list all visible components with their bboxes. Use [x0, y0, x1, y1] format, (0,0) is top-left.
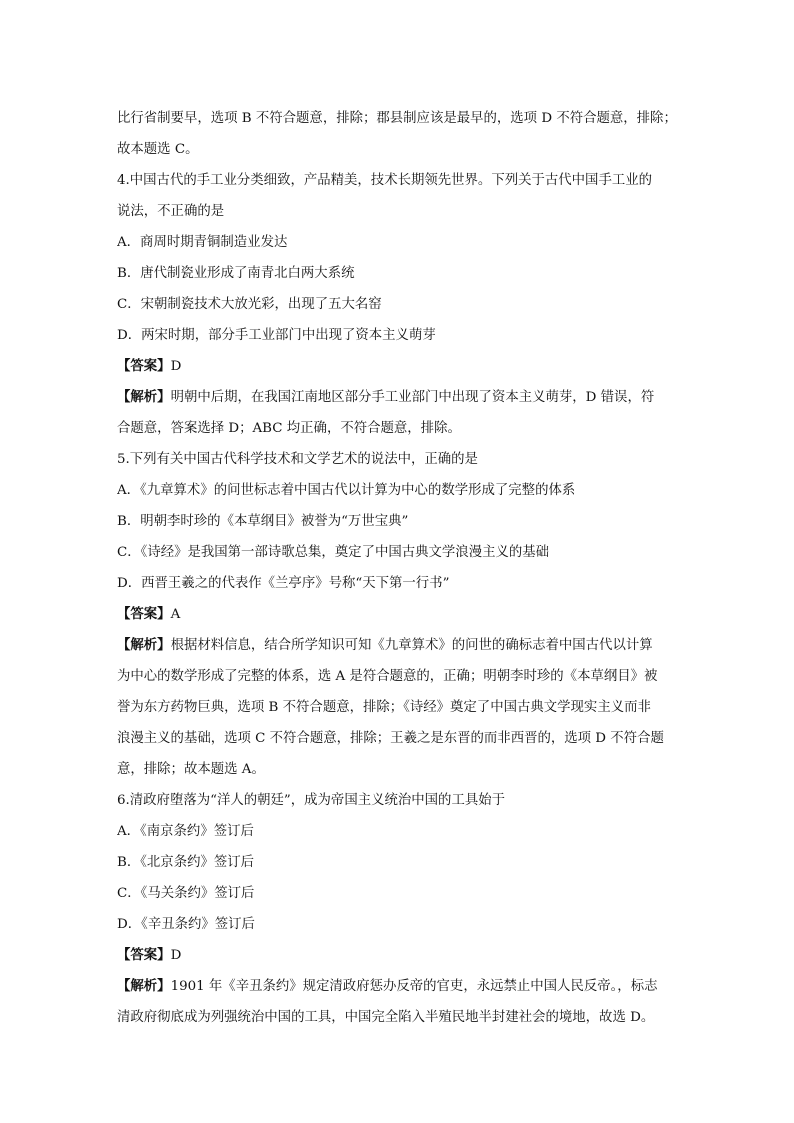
question-5-analysis-cont: 浪漫主义的基础，选项 C 不符合题意，排除；王羲之是东晋的而非西晋的，选项 D 不符合题: [117, 731, 664, 746]
question-6-option-c: C．《马关条约》签订后: [117, 886, 255, 901]
question-6-option-a: A．《南京条约》签订后: [117, 824, 254, 839]
question-4-option-c: C．宋朝制瓷技术大放光彩，出现了五大名窑: [117, 297, 382, 312]
question-5-answer: [117, 599, 677, 630]
text-line: 比行省制要早，选项 B 不符合题意，排除；郡县制应该是最早的，选项 D 不符合题意，排除；: [117, 111, 677, 126]
question-5-analysis-cont: 誉为东方药物巨典，选项 B 不符合题意，排除；《诗经》奠定了中国古典文学现实主义而非: [117, 700, 651, 715]
answer-value: D: [170, 948, 182, 963]
question-5-option-a: A．《九章算术》的问世标志着中国古代以计算为中心的数学形成了完整的体系: [117, 483, 576, 498]
question-5-option-b: B．明朝李时珍的《本草纲目》被誉为“万世宝典”: [117, 514, 409, 529]
question-4-analysis: [117, 382, 677, 413]
answer-value: A: [170, 607, 181, 622]
analysis-text: 1901 年《辛丑条约》规定清政府惩办反帝的官吏，永远禁止中国人民反帝。，标志: [170, 979, 658, 994]
question-4-option-d: D．两宋时期，部分手工业部门中出现了资本主义萌芽: [117, 328, 436, 343]
question-5-option-c: C．《诗经》是我国第一部诗歌总集，奠定了中国古典文学浪漫主义的基础: [117, 545, 550, 560]
analysis-text: 明朝中后期，在我国江南地区部分手工业部门中出现了资本主义萌芽，D 错误，符: [170, 390, 655, 405]
question-6-analysis: [117, 971, 677, 1002]
question-4-stem: 4.中国古代的手工业分类细致，产品精美，技术长期领先世界。下列关于古代中国手工业的: [117, 173, 653, 188]
answer-value: D: [170, 359, 182, 374]
analysis-tag: 【解析】: [117, 978, 171, 994]
answer-tag: 【答案】: [117, 606, 171, 622]
analysis-text: 根据材料信息，结合所学知识可知《九章算术》的问世的确标志着中国古代以计算: [170, 638, 653, 653]
question-5-option-d: D．西晋王羲之的代表作《兰亭序》号称“天下第一行书”: [117, 576, 450, 591]
question-6-option-d: D．《辛丑条约》签订后: [117, 917, 255, 932]
text-line: 故本题选 C。: [117, 142, 199, 157]
document-page: [117, 103, 677, 1033]
question-6-answer: [117, 940, 677, 971]
question-6-stem: 6.清政府堕落为“洋人的朝廷”，成为帝国主义统治中国的工具始于: [117, 793, 506, 808]
question-5-analysis-cont: 意，排除；故本题选 A。: [117, 762, 265, 777]
question-4-option-a: A．商周时期青铜制造业发达: [117, 235, 288, 250]
answer-tag: 【答案】: [117, 947, 171, 963]
question-5-stem: 5.下列有关中国古代科学技术和文学艺术的说法中，正确的是: [117, 452, 478, 467]
question-6-option-b: B．《北京条约》签订后: [117, 855, 255, 870]
analysis-tag: 【解析】: [117, 389, 171, 405]
question-5-analysis: [117, 630, 677, 661]
question-4-analysis-cont: 合题意，答案选择 D；ABC 均正确，不符合题意，排除。: [117, 421, 461, 436]
question-4-answer: [117, 351, 677, 382]
question-4-option-b: B．唐代制瓷业形成了南青北白两大系统: [117, 266, 355, 281]
analysis-tag: 【解析】: [117, 637, 171, 653]
question-5-analysis-cont: 为中心的数学形成了完整的体系，选 A 是符合题意的，正确；明朝李时珍的《本草纲目》被: [117, 669, 658, 684]
answer-tag: 【答案】: [117, 358, 171, 374]
question-4-stem: 说法，不正确的是: [117, 204, 225, 219]
question-6-analysis-cont: 清政府彻底成为列强统治中国的工具，中国完全陷入半殖民地半封建社会的境地，故选 D。: [117, 1010, 655, 1025]
